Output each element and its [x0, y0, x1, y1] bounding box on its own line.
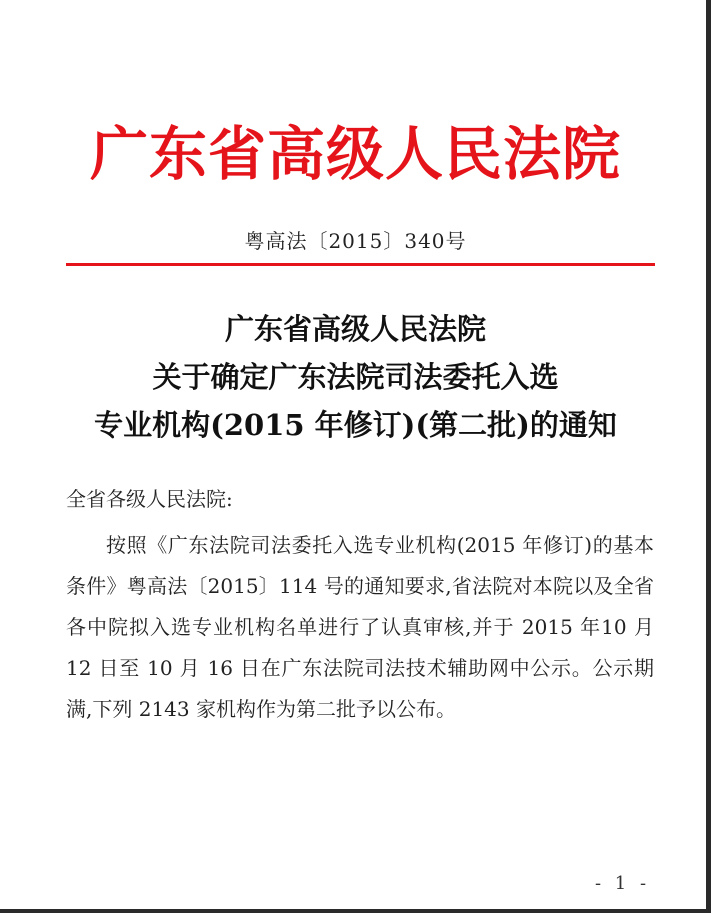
document-number: 粤高法〔2015〕340号 — [244, 229, 467, 253]
notice-title — [0, 305, 711, 449]
title-line: 广东省高级人民法院 — [224, 312, 486, 346]
scan-edge-bottom — [0, 909, 711, 913]
scan-edge-right — [706, 0, 711, 913]
title-line: 专业机构(2015 年修订)(第二批)的通知 — [94, 408, 617, 442]
salutation: 全省各级人民法院: — [66, 487, 233, 511]
page-number: - 1 - — [595, 873, 651, 894]
issuer-header: 广东省高级人民法院 — [89, 120, 621, 188]
red-divider — [66, 263, 655, 266]
title-line: 关于确定广东法院司法委托入选 — [152, 360, 559, 394]
body-paragraph: 按照《广东法院司法委托入选专业机构(2015 年修订)的基本条件》粤高法〔2015〕114 号的通知要求,省法院对本院以及全省各中院拟入选专业机构名单进行了认真审核,并于 2015 年10 月 12 日至 10 月 16 日在广东法院司法技术辅助网中公示。公示期满,下列 2143 家机构作为第二批予以公布。 — [66, 533, 654, 721]
